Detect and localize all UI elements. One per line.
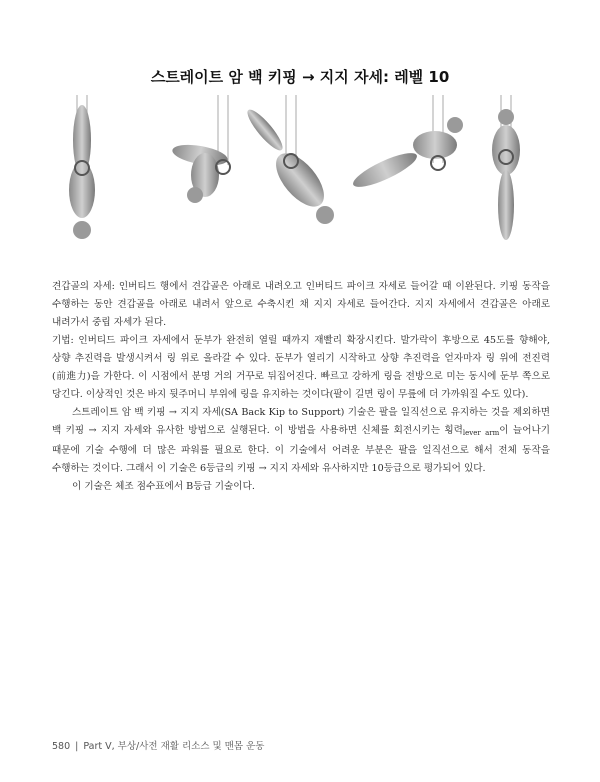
inverted-pike-figure (171, 141, 230, 203)
paragraph-description-part2: 이 늘어나기 때문에 기술 수행에 더 많은 파워를 필요로 한다. 이 기술에서 어려운 부분은 팔을 일직선으로 해서 전체 동작을 수행하는 것이다. 그래서 이 기술은 6등급의 키핑 → 지지 자세와 유사하지만 10등급으로 평가되어 있다. (52, 425, 550, 474)
subscript-arm: arm (485, 429, 500, 437)
body-text (52, 278, 550, 496)
paragraph-technique: 기법: 인버티드 파이크 자세에서 둔부가 완전히 열릴 때까지 재빨리 확장시킨다. 발가락이 후방으로 45도를 향해야, 상향 추진력을 발생시켜서 링 위로 올라갈 수 있다. 둔부가 열리기 시작하고 상향 추진력을 얻자마자 링 위에 전진력(前進力)을 가한다. 이 시점에서 분명 거의 거꾸로 뒤집어진다. 빠르고 강하게 링을 전방으로 미는 동시에 둔부 쪽으로 당긴다. 이상적인 것은 바지 뒷주머니 부위에 링을 유지하는 것이다(팔이 길면 링이 무릎에 더 가까워질 수도 있다). (52, 335, 550, 400)
page-title: 스트레이트 암 백 키핑 → 지지 자세: 레벨 10 (150, 68, 450, 86)
inverted-hang-figure (69, 105, 95, 239)
paragraph-description (52, 404, 550, 478)
page-footer (52, 738, 264, 752)
footer-separator: | (75, 741, 79, 752)
footer-section: Part V, 부상/사전 재활 리소스 및 맨몸 운동 (83, 741, 265, 752)
kip-extension-figure (243, 106, 334, 224)
gymnastics-figure (50, 95, 550, 255)
swing-up-figure (349, 117, 463, 193)
support-figure (492, 109, 520, 240)
paragraph-description-part1: 스트레이트 암 백 키핑 → 지지 자세(SA Back Kip to Support) 기술은 팔을 일직선으로 유지하는 것을 제외하면 백 키핑 → 지지 자세와 유사한 방법으로 실행된다. 이 방법을 사용하면 신체를 회전시키는 횡력 (52, 407, 550, 436)
paragraph-grade: 이 기술은 체조 점수표에서 B등급 기술이다. (72, 481, 255, 492)
paragraph-scapula: 견갑골의 자세: 인버티드 행에서 견갑골은 아래로 내려오고 인버티드 파이크 자세로 들어갈 때 이완된다. 키핑 동작을 수행하는 동안 견갑골을 아래로 내려서 앞으로 수축시킨 채 지지 자세로 들어간다. 지지 자세에서 견갑골은 아래로 내려가서 중립 자세가 된다. (52, 281, 550, 328)
subscript-lever: lever (462, 429, 481, 437)
page-number: 580 (52, 741, 71, 752)
